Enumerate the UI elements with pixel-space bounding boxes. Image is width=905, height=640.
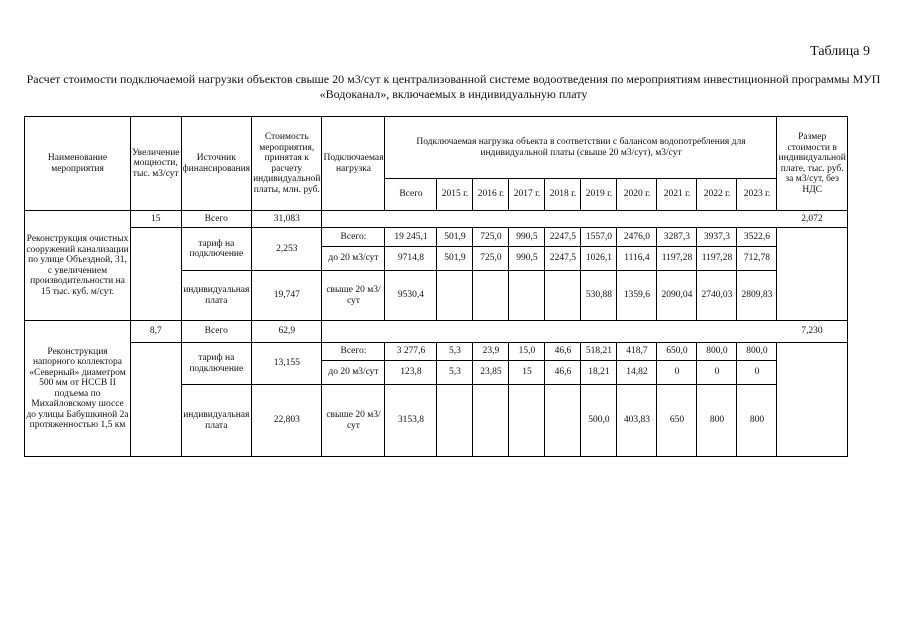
row-over-year: 403,83 <box>617 385 657 457</box>
header-total: Всего <box>385 179 437 211</box>
row-all-total: 3 277,6 <box>385 343 437 361</box>
tariff-label: тариф на подключение <box>181 228 252 271</box>
header-year: 2020 г. <box>617 179 657 211</box>
row-over-year <box>437 271 473 321</box>
row-over-year <box>509 385 545 457</box>
row-over-year: 530,88 <box>581 271 617 321</box>
row-over-year: 2740,03 <box>697 271 737 321</box>
row-upto-year: 14,82 <box>617 361 657 385</box>
row-all-year: 1557,0 <box>581 228 617 247</box>
row-over-label: свыше 20 м3/сут <box>322 385 385 457</box>
row-all-year: 3522,6 <box>737 228 777 247</box>
row-all-year: 650,0 <box>657 343 697 361</box>
row-upto-year: 501,9 <box>437 247 473 271</box>
header-cost: Стоимость мероприятия, принятая к расчету индивидуальной платы, млн. руб. <box>252 117 322 211</box>
row-over-total: 9530,4 <box>385 271 437 321</box>
row-over-year <box>545 385 581 457</box>
empty-cell <box>322 211 777 228</box>
row-upto-year: 1197,28 <box>657 247 697 271</box>
empty-cell <box>322 321 777 343</box>
row-all-year: 800,0 <box>697 343 737 361</box>
header-size: Размер стоимости в индивидуальной плате, тыс. руб. за м3/сут, без НДС <box>777 117 847 211</box>
header-increase: Увеличение мощности, тыс. м3/сут <box>131 117 182 211</box>
row-all-year: 5,3 <box>437 343 473 361</box>
indiv-label: индивидуальная плата <box>181 385 252 457</box>
row-all-year: 990,5 <box>509 228 545 247</box>
row-over-year <box>437 385 473 457</box>
row-upto-year: 46,6 <box>545 361 581 385</box>
project-name: Реконструкция очистных сооружений канализации по улице Объездной, 31, с увеличением производительности на 15 тыс. куб. м/сут. <box>25 211 131 321</box>
tariff-cost: 13,155 <box>252 343 322 385</box>
header-year: 2015 г. <box>437 179 473 211</box>
header-year: 2017 г. <box>509 179 545 211</box>
row-all-year: 23,9 <box>473 343 509 361</box>
row-all-label: Всего: <box>322 228 385 247</box>
project-increase: 15 <box>131 211 182 228</box>
table-row <box>25 228 848 247</box>
row-upto-year: 990,5 <box>509 247 545 271</box>
row-over-total: 3153,8 <box>385 385 437 457</box>
row-over-year <box>473 385 509 457</box>
row-upto-year: 712,78 <box>737 247 777 271</box>
row-all-label: Всего: <box>322 343 385 361</box>
project-total-label: Всего <box>181 211 252 228</box>
empty-cell <box>131 228 182 321</box>
header-year: 2018 г. <box>545 179 581 211</box>
project-total-cost: 62,9 <box>252 321 322 343</box>
row-over-year: 2090,04 <box>657 271 697 321</box>
project-size: 2,072 <box>777 211 847 228</box>
row-over-year: 1359,6 <box>617 271 657 321</box>
row-over-label: свыше 20 м3/сут <box>322 271 385 321</box>
row-all-total: 19 245,1 <box>385 228 437 247</box>
row-upto-label: до 20 м3/сут <box>322 247 385 271</box>
row-all-year: 725,0 <box>473 228 509 247</box>
header-year: 2021 г. <box>657 179 697 211</box>
row-upto-year: 1026,1 <box>581 247 617 271</box>
project-size: 7,230 <box>777 321 847 343</box>
project-name: Реконструкция напорного коллектора «Северный» диаметром 500 мм от НССВ II подъема по Михайловскому шоссе до улицы Бабушкиной 2а протяженностью 1,5 км <box>25 321 131 457</box>
empty-cell <box>131 343 182 457</box>
document-title: Расчет стоимости подключаемой нагрузки объектов свыше 20 м3/сут к централизованной системе водоотведения по мероприятиям инвестиционной программы МУП «Водоканал», включаемых в индивидуальную плату <box>26 72 881 101</box>
row-all-year: 2247,5 <box>545 228 581 247</box>
indiv-cost: 22,803 <box>252 385 322 457</box>
row-over-year: 800 <box>737 385 777 457</box>
table-row <box>25 321 848 343</box>
project-total-cost: 31,083 <box>252 211 322 228</box>
row-all-year: 501,9 <box>437 228 473 247</box>
header-load-group: Подключаемая нагрузка объекта в соответствии с балансом водопотребления для индивидуальной платы (свыше 20 м3/сут), м3/сут <box>385 117 777 179</box>
row-all-year: 3287,3 <box>657 228 697 247</box>
table-row <box>25 211 848 228</box>
row-upto-year: 23,85 <box>473 361 509 385</box>
row-upto-total: 123,8 <box>385 361 437 385</box>
row-over-year: 650 <box>657 385 697 457</box>
project-increase: 8,7 <box>131 321 182 343</box>
row-all-year: 3937,3 <box>697 228 737 247</box>
tariff-label: тариф на подключение <box>181 343 252 385</box>
header-year: 2023 г. <box>737 179 777 211</box>
row-upto-year: 1197,28 <box>697 247 737 271</box>
table-number-label: Таблица 9 <box>810 44 870 59</box>
row-upto-year: 725,0 <box>473 247 509 271</box>
header-year: 2019 г. <box>581 179 617 211</box>
row-over-year: 500,0 <box>581 385 617 457</box>
row-all-year: 800,0 <box>737 343 777 361</box>
empty-cell <box>777 228 847 321</box>
indiv-cost: 19,747 <box>252 271 322 321</box>
project-total-label: Всего <box>181 321 252 343</box>
row-upto-year: 18,21 <box>581 361 617 385</box>
row-upto-year: 0 <box>697 361 737 385</box>
row-upto-year: 0 <box>657 361 697 385</box>
row-all-year: 2476,0 <box>617 228 657 247</box>
row-upto-year: 2247,5 <box>545 247 581 271</box>
row-over-year: 2809,83 <box>737 271 777 321</box>
row-over-year <box>509 271 545 321</box>
row-upto-total: 9714,8 <box>385 247 437 271</box>
row-upto-year: 1116,4 <box>617 247 657 271</box>
row-over-year: 800 <box>697 385 737 457</box>
row-upto-year: 0 <box>737 361 777 385</box>
tariff-cost: 2,253 <box>252 228 322 271</box>
indiv-label: индивидуальная плата <box>181 271 252 321</box>
header-name: Наименование мероприятия <box>25 117 131 211</box>
row-over-year <box>473 271 509 321</box>
row-upto-label: до 20 м3/сут <box>322 361 385 385</box>
header-year: 2022 г. <box>697 179 737 211</box>
row-over-year <box>545 271 581 321</box>
row-all-year: 418,7 <box>617 343 657 361</box>
row-all-year: 518,21 <box>581 343 617 361</box>
row-all-year: 46,6 <box>545 343 581 361</box>
empty-cell <box>777 343 847 457</box>
header-year: 2016 г. <box>473 179 509 211</box>
row-upto-year: 5,3 <box>437 361 473 385</box>
header-connected-load: Подключаемая нагрузка <box>322 117 385 211</box>
table-row <box>25 343 848 361</box>
row-upto-year: 15 <box>509 361 545 385</box>
row-all-year: 15,0 <box>509 343 545 361</box>
header-source: Источник финансирования <box>181 117 252 211</box>
cost-table <box>24 116 848 457</box>
